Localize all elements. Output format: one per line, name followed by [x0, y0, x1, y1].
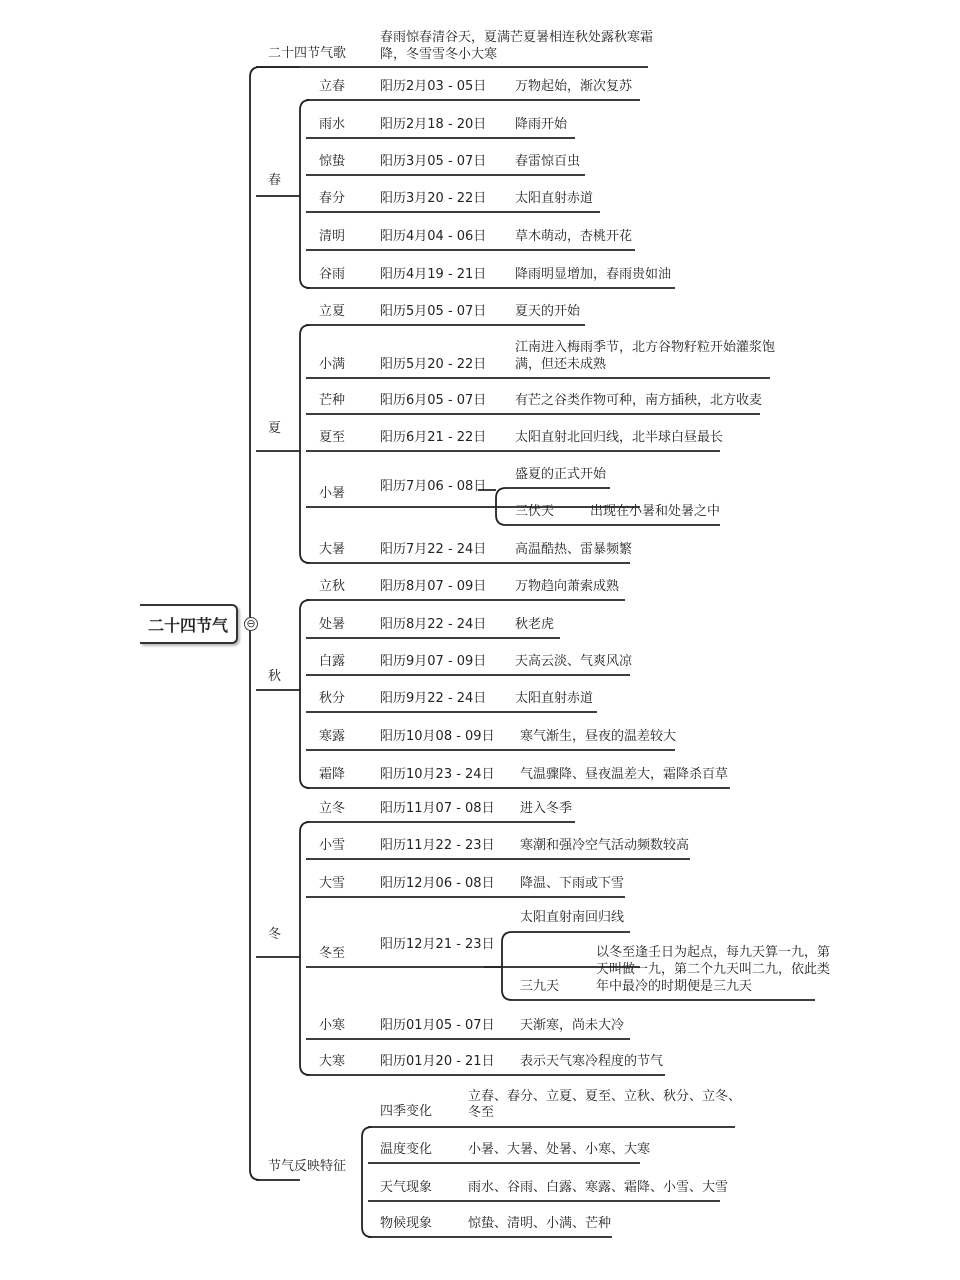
term-desc: 春雷惊百虫: [515, 154, 581, 169]
term-name: 清明: [319, 229, 346, 244]
season-label-summer: 夏: [268, 421, 282, 436]
bottom-fade: [0, 1244, 960, 1280]
term-desc: 太阳直射赤道: [515, 691, 594, 706]
feature-value: 雨水、谷雨、白露、寒露、霜降、小雪、大雪: [468, 1180, 729, 1195]
feature-name: 四季变化: [380, 1104, 433, 1119]
term-name: 春分: [319, 191, 346, 206]
sub-desc-line: 以冬至逢壬日为起点，每九天算一九，第: [596, 945, 831, 960]
song-line-2: 降，冬雪雪冬小大寒: [380, 47, 498, 62]
term-name: 立春: [319, 79, 346, 94]
term-date: 阳历12月21 - 23日: [380, 937, 495, 952]
term-desc: 草木萌动，杏桃开花: [515, 229, 633, 244]
term-date: 阳历11月07 - 08日: [380, 801, 495, 816]
term-name: 立秋: [319, 579, 346, 594]
term-desc-line: 满，但还未成熟: [515, 357, 607, 372]
term-date: 阳历4月04 - 06日: [380, 229, 487, 244]
feature-value: 小暑、大暑、处暑、小寒、大寒: [468, 1142, 651, 1157]
term-date: 阳历9月22 - 24日: [380, 691, 487, 706]
term-desc: 太阳直射北回归线，北半球白昼最长: [515, 430, 724, 445]
feature-name: 天气现象: [380, 1180, 433, 1195]
term-desc: 万物起始，渐次复苏: [515, 79, 633, 94]
term-date: 阳历8月07 - 09日: [380, 579, 487, 594]
season-summer-trunk: [300, 325, 310, 563]
sub-desc-line: 天叫做一九，第二个九天叫二九，依此类: [596, 962, 831, 977]
season-label-autumn: 秋: [268, 669, 282, 684]
term-date: 阳历10月23 - 24日: [380, 767, 495, 782]
features-trunk: [362, 1127, 372, 1237]
term-date: 阳历6月05 - 07日: [380, 393, 487, 408]
term-desc-line: 江南进入梅雨季节，北方谷物籽粒开始灌浆饱: [515, 340, 776, 355]
term-date: 阳历01月05 - 07日: [380, 1018, 495, 1033]
term-date: 阳历11月22 - 23日: [380, 838, 495, 853]
term-desc: 太阳直射南回归线: [520, 910, 625, 925]
term-date: 阳历8月22 - 24日: [380, 617, 487, 632]
season-autumn-trunk: [300, 600, 310, 788]
term-name: 白露: [319, 654, 346, 669]
term-name: 夏至: [319, 430, 346, 445]
dongzhi-sub-trunk: [502, 932, 512, 1000]
term-name: 小暑: [319, 486, 346, 501]
term-name: 秋分: [319, 691, 346, 706]
term-date: 阳历2月18 - 20日: [380, 117, 487, 132]
feature-value: 惊蛰、清明、小满、芒种: [468, 1216, 612, 1231]
feature-value-line: 立春、春分、立夏、夏至、立秋、秋分、立冬、: [468, 1089, 742, 1104]
term-desc: 秋老虎: [515, 617, 555, 632]
term-name: 谷雨: [319, 267, 346, 282]
term-desc: 有芒之谷类作物可种，南方插秧，北方收麦: [515, 393, 763, 408]
term-desc: 气温骤降、昼夜温差大，霜降杀百草: [520, 767, 729, 782]
term-name: 大暑: [319, 542, 346, 557]
term-desc: 降温、下雨或下雪: [520, 876, 625, 891]
term-name: 芒种: [319, 393, 346, 408]
term-date: 阳历7月22 - 24日: [380, 542, 487, 557]
term-date: 阳历3月05 - 07日: [380, 154, 487, 169]
collapse-icon[interactable]: ⊖: [244, 617, 258, 631]
features-label: 节气反映特征: [268, 1159, 347, 1174]
feature-name: 物候现象: [380, 1216, 433, 1231]
term-desc: 盛夏的正式开始: [515, 467, 607, 482]
term-name: 雨水: [319, 117, 346, 132]
season-label-winter: 冬: [268, 927, 282, 942]
term-name: 立夏: [319, 304, 346, 319]
term-date: 阳历5月05 - 07日: [380, 304, 487, 319]
season-winter-trunk: [300, 822, 310, 1075]
term-date: 阳历10月08 - 09日: [380, 729, 495, 744]
feature-value-line: 冬至: [468, 1105, 495, 1120]
sub-desc-line: 年中最冷的时期便是三九天: [596, 979, 753, 994]
term-date: 阳历7月06 - 08日: [380, 479, 487, 494]
song-line-1: 春雨惊春清谷天，夏满芒夏暑相连秋处露秋寒霜: [380, 30, 654, 45]
term-desc: 高温酷热、雷暴频繁: [515, 542, 633, 557]
season-label-spring: 春: [268, 173, 282, 188]
term-desc: 天渐寒，尚未大冷: [520, 1018, 625, 1033]
term-desc: 天高云淡、气爽风凉: [515, 654, 633, 669]
term-name: 惊蛰: [319, 154, 346, 169]
sub-label: 三九天: [520, 979, 560, 994]
term-name: 大寒: [319, 1054, 346, 1069]
sub-desc: 出现在小暑和处暑之中: [590, 504, 721, 519]
feature-name: 温度变化: [380, 1142, 433, 1157]
term-desc: 进入冬季: [520, 801, 573, 816]
sub-label: 三伏天: [515, 504, 555, 519]
term-date: 阳历9月07 - 09日: [380, 654, 487, 669]
term-date: 阳历12月06 - 08日: [380, 876, 495, 891]
term-name: 小寒: [319, 1018, 346, 1033]
term-desc: 降雨明显增加，春雨贵如油: [515, 267, 672, 282]
term-desc: 降雨开始: [515, 117, 568, 132]
term-date: 阳历5月20 - 22日: [380, 357, 487, 372]
term-desc: 寒潮和强冷空气活动频数较高: [520, 838, 690, 853]
term-desc: 寒气渐生，昼夜的温差较大: [520, 729, 677, 744]
term-desc: 万物趋向萧索成熟: [515, 579, 620, 594]
term-name: 立冬: [319, 801, 346, 816]
term-date: 阳历6月21 - 22日: [380, 430, 487, 445]
term-date: 阳历01月20 - 21日: [380, 1054, 495, 1069]
term-date: 阳历4月19 - 21日: [380, 267, 487, 282]
term-name: 处暑: [319, 617, 346, 632]
term-date: 阳历2月03 - 05日: [380, 79, 487, 94]
term-name: 冬至: [319, 946, 346, 961]
term-desc: 夏天的开始: [515, 304, 581, 319]
song-label: 二十四节气歌: [268, 46, 347, 61]
root-node[interactable]: 二十四节气: [140, 604, 238, 644]
term-name: 小雪: [319, 838, 346, 853]
term-desc: 太阳直射赤道: [515, 191, 594, 206]
term-desc: 表示天气寒冷程度的节气: [520, 1054, 664, 1069]
term-name: 寒露: [319, 729, 346, 744]
term-name: 霜降: [319, 767, 346, 782]
season-spring-trunk: [300, 100, 310, 288]
term-name: 大雪: [319, 876, 346, 891]
term-name: 小满: [319, 357, 346, 372]
term-date: 阳历3月20 - 22日: [380, 191, 487, 206]
